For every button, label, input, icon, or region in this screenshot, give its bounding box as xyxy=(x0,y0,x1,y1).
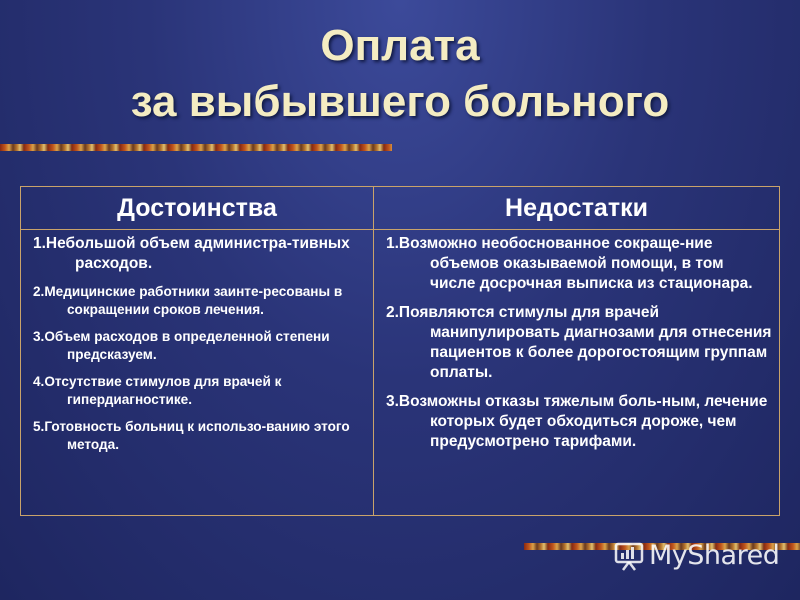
advantages-header: Достоинства xyxy=(21,187,373,230)
disadvantage-item: 2.Появляются стимулы для врачей манипулировать диагнозами для отнесения пациентов к более дорогостоящим группам оплаты. xyxy=(386,304,772,381)
advantage-item: 2.Медицинские работники заинте-ресованы в сокращении сроков лечения. xyxy=(33,284,343,317)
title-line-2: за выбывшего больного xyxy=(130,77,670,126)
disadvantage-item: 3.Возможны отказы тяжелым боль-ным, лечение которых будет обходиться дороже, чем предусмотрено тарифами. xyxy=(386,393,768,450)
advantage-item: 3.Объем расходов в определенной степени предсказуем. xyxy=(33,329,330,362)
advantage-item: 4.Отсутствие стимулов для врачей к гипердиагностике. xyxy=(33,374,282,407)
comparison-table xyxy=(20,186,780,516)
disadvantage-item: 1.Возможно необоснованное сокраще-ние объемов оказываемой помощи, в том числе досрочная выписка из стационара. xyxy=(386,235,753,292)
disadvantages-list xyxy=(374,230,779,452)
watermark-logo xyxy=(612,538,779,572)
advantages-column xyxy=(21,187,374,515)
advantages-list xyxy=(21,230,373,454)
presentation-board-icon xyxy=(612,538,646,572)
title-line-1: Оплата xyxy=(320,21,480,70)
disadvantages-header: Недостатки xyxy=(374,187,779,230)
advantage-item: 5.Готовность больниц к использо-ванию этого метода. xyxy=(33,419,350,452)
disadvantages-column xyxy=(374,187,779,515)
advantage-item: 1.Небольшой объем администра-тивных расходов. xyxy=(33,235,350,272)
slide-title xyxy=(0,18,800,130)
decorative-stripe-top xyxy=(0,144,392,151)
watermark-text: MyShared xyxy=(649,539,780,571)
